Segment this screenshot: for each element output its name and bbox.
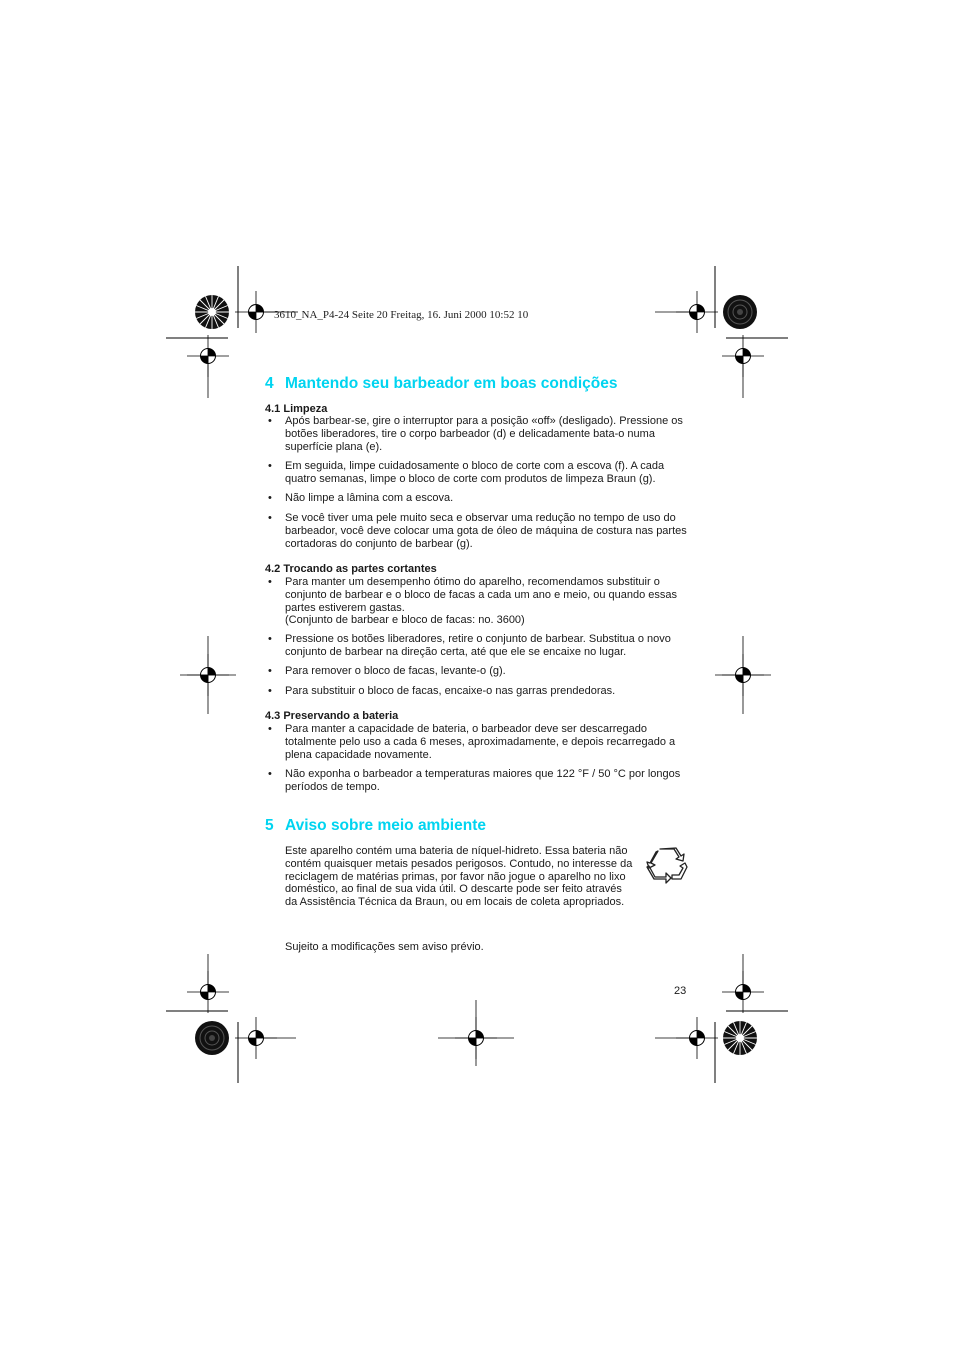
list-item: • Pressione os botões liberadores, retire o conjunto de barbear. Substitua o novo conjunto de barbear na direção certa, até que ele se encaixe no lugar.: [268, 633, 671, 658]
subsection-4-1-title: 4.1 Limpeza: [265, 403, 328, 415]
list-item: • Para manter um desempenho ótimo do aparelho, recomendamos substituir o conjunto de barbear e o bloco de facas a cada um ano e meio, ou quando essas partes estiverem gastas. (Conjunto de barbear e bloco de facas: no. 3600): [265, 576, 695, 627]
section-5-number: 5: [265, 817, 274, 834]
section-4-heading: [265, 375, 617, 393]
subsection-4-2-title: 4.2 Trocando as partes cortantes: [265, 563, 437, 575]
section-5-title: Aviso sobre meio ambiente: [285, 817, 486, 834]
section-4-number: 4: [265, 375, 274, 392]
page-number: 23: [674, 985, 687, 997]
modification-notice: Sujeito a modificações sem aviso prévio.: [285, 941, 484, 953]
list-item: • Se você tiver uma pele muito seca e observar uma redução no tempo de uso do barbeador, você deve colocar uma gota de óleo de máquina de costura nas partes cortadoras do conjunto de barbear (g).: [268, 512, 687, 550]
list-item: • Em seguida, limpe cuidadosamente o bloco de corte com a escova (f). A cada quatro semanas, limpe o bloco de corte com produtos de limpeza Braun (g).: [268, 460, 665, 485]
file-info-header: 3610_NA_P4-24 Seite 20 Freitag, 16. Juni 2000 10:52 10: [274, 309, 529, 321]
list-item: • Para manter a capacidade de bateria, o barbeador deve ser descarregado totalmente pelo uso a cada 6 meses, aproximadamente, e depois recarregado a plena capacidade novamente.: [268, 723, 676, 761]
subsection-4-3-title: 4.3 Preservando a bateria: [265, 710, 399, 722]
list-item: • Não limpe a lâmina com a escova.: [268, 492, 454, 504]
list-item: • Para substituir o bloco de facas, encaixe-o nas garras prendedoras.: [268, 685, 616, 697]
list-item: • Não exponha o barbeador a temperaturas maiores que 122 °F / 50 °C por longos períodos de tempo.: [268, 768, 681, 793]
list-item: • Após barbear-se, gire o interruptor para a posição «off» (desligado). Pressione os botões liberadores, tire o corpo barbeador (d) e delicadamente bata-o numa superfície plana (e).: [268, 415, 683, 453]
part-number-note: (Conjunto de barbear e bloco de facas: no. 3600): [285, 614, 525, 627]
section-5-heading: [265, 817, 486, 835]
list-item: • Para remover o bloco de facas, levante-o (g).: [268, 665, 506, 677]
recycle-icon: [646, 846, 688, 884]
section-4-title: Mantendo seu barbeador em boas condições: [285, 375, 618, 392]
environment-notice: Este aparelho contém uma bateria de níquel-hidreto. Essa bateria não contém quaisquer metais pesados perigosos. Contudo, no interesse da reciclagem de matérias primas, por favor não jogue o aparelho no lixo doméstico, ao final de sua vida útil. O descarte pode ser feito através da Assistência Técnica da Braun, ou em locais de coleta apropriados.: [285, 845, 633, 909]
